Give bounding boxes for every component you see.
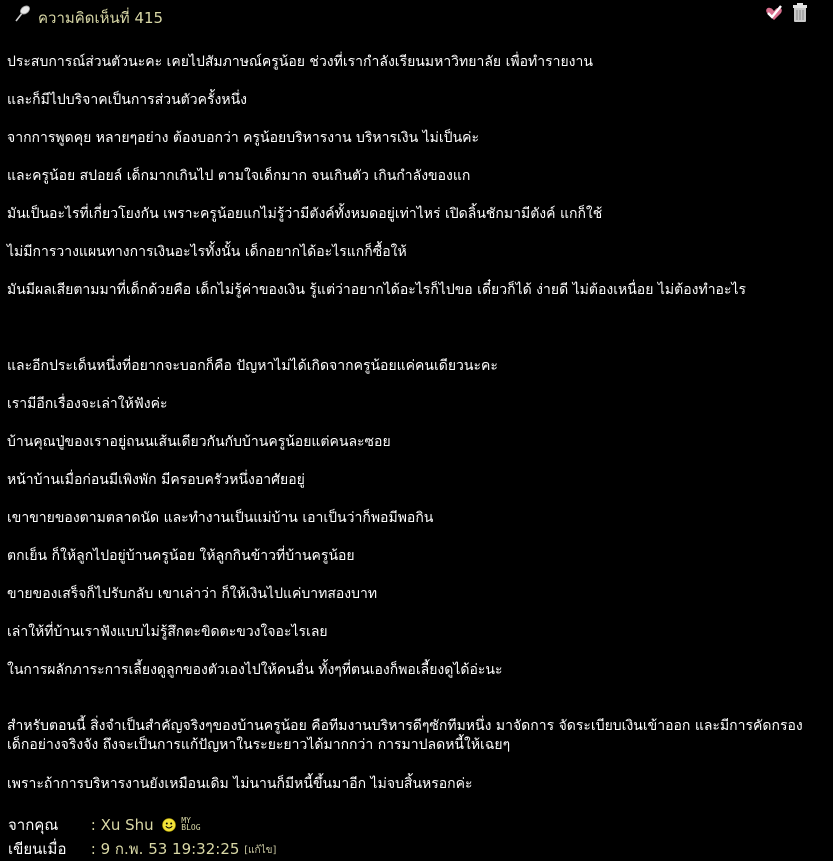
author-label: จากคุณ [8, 816, 59, 834]
myblog-line: BLOG [181, 823, 201, 832]
comment-paragraph: หน้าบ้านเมื่อก่อนมีเพิงพัก มีครอบครัวหนึ่งอาศัยอยู่ [7, 472, 305, 488]
comment-paragraph: ในการผลักภาระการเลี้ยงดูลูกของตัวเองไปให้คนอื่น ทั้งๆที่ตนเองก็พอเลี้ยงดูได้อ่ะนะ [7, 662, 503, 678]
pin-icon [12, 3, 32, 23]
comment-paragraph: สำหรับตอนนี้ สิ่งจำเป็นสำคัญจริงๆของบ้านครูน้อย คือทีมงานบริหารดีๆซักทีมหนึ่ง มาจัดการ จัดระเบียบเงินเข้าออก และมีการคัดกรองเด็กอย่างจริงจัง ถึงจะเป็นการแก้ปัญหาในระยะยาวได้มากกว่า การมาปลดหนี้ให้เฉยๆ [7, 718, 803, 753]
comment-paragraph: เพราะถ้าการบริหารงานยังเหมือนเดิม ไม่นานก็มีหนี้ขึ้นมาอีก ไม่จบสิ้นหรอกค่ะ [7, 776, 473, 792]
comment-paragraph: ขายของเสร็จก็ไปรับกลับ เขาเล่าว่า ก็ให้เงินไปแค่บาทสองบาท [7, 586, 378, 602]
post-date: : 9 ก.พ. 53 19:32:25 [90, 840, 240, 858]
comment-paragraph: ไม่มีการวางแผนทางการเงินอะไรทั้งนั้น เด็กอยากได้อะไรแกก็ซื้อให้ [7, 244, 407, 260]
myblog-line: MY [181, 816, 191, 825]
comment-paragraph: ประสบการณ์ส่วนตัวนะคะ เคยไปสัมภาษณ์ครูน้อย ช่วงที่เรากำลังเรียนมหาวิทยาลัย เพื่อทำรายงาน [7, 54, 593, 70]
comment-paragraph: เขาขายของตามตลาดนัด และทำงานเป็นแม่บ้าน เอาเป็นว่าก็พอมีพอกิน [7, 510, 434, 526]
comment-paragraph: ตกเย็น ก็ให้ลูกไปอยู่บ้านครูน้อย ให้ลูกกินข้าวที่บ้านครูน้อย [7, 548, 355, 564]
comment-paragraph: มันเป็นอะไรที่เกี่ยวโยงกัน เพราะครูน้อยแกไม่รู้ว่ามีตังค์ทั้งหมดอยู่เท่าไหร่ เปิดลิ้นชักมามีตังค์ แกก็ใช้ [7, 206, 603, 222]
comment-paragraph: และก็มีไปบริจาคเป็นการส่วนตัวครั้งหนึ่ง [7, 92, 247, 108]
comment-number-title: ความคิดเห็นที่ 415 [38, 9, 164, 27]
comment-header [0, 0, 833, 32]
date-label: เขียนเมื่อ [8, 840, 67, 858]
comment-paragraph: และครูน้อย สปอยล์ เด็กมากเกินไป ตามใจเด็กมาก จนเกินตัว เกินกำลังของแก [7, 168, 471, 184]
edit-link[interactable]: [แก้ไข] [244, 845, 277, 856]
comment-paragraph: เล่าให้ที่บ้านเราฟังแบบไม่รู้สึกตะขิดตะขวงใจอะไรเลย [7, 624, 328, 640]
author-name[interactable]: : Xu Shu [90, 816, 154, 834]
comment-paragraph: และอีกประเด็นหนึ่งที่อยากจะบอกก็คือ ปัญหาไม่ได้เกิดจากครูน้อยแค่คนเดียวนะคะ [7, 358, 498, 374]
comment-paragraph: บ้านคุณปู่ของเราอยู่ถนนเส้นเดียวกันกับบ้านครูน้อยแต่คนละซอย [7, 434, 391, 450]
checkmark-heart-icon[interactable] [765, 3, 783, 23]
smiley-icon [162, 818, 176, 832]
trash-icon[interactable] [791, 3, 809, 23]
myblog-link[interactable] [181, 817, 200, 831]
date-line [8, 837, 276, 861]
comment-paragraph: มันมีผลเสียตามมาที่เด็กด้วยคือ เด็กไม่รู้ค่าของเงิน รู้แต่ว่าอยากได้อะไรก็ไปขอ เดี๋ยวก็ได้ ง่ายดี ไม่ต้องเหนื่อย ไม่ต้องทำอะไร [7, 282, 747, 298]
comment-paragraph: จากการพูดคุย หลายๆอย่าง ต้องบอกว่า ครูน้อยบริหารงาน บริหารเงิน ไม่เป็นค่ะ [7, 130, 480, 146]
comment-paragraph: เรามีอีกเรื่องจะเล่าให้ฟังค่ะ [7, 396, 168, 412]
header-actions [765, 3, 809, 23]
author-line [8, 813, 201, 837]
